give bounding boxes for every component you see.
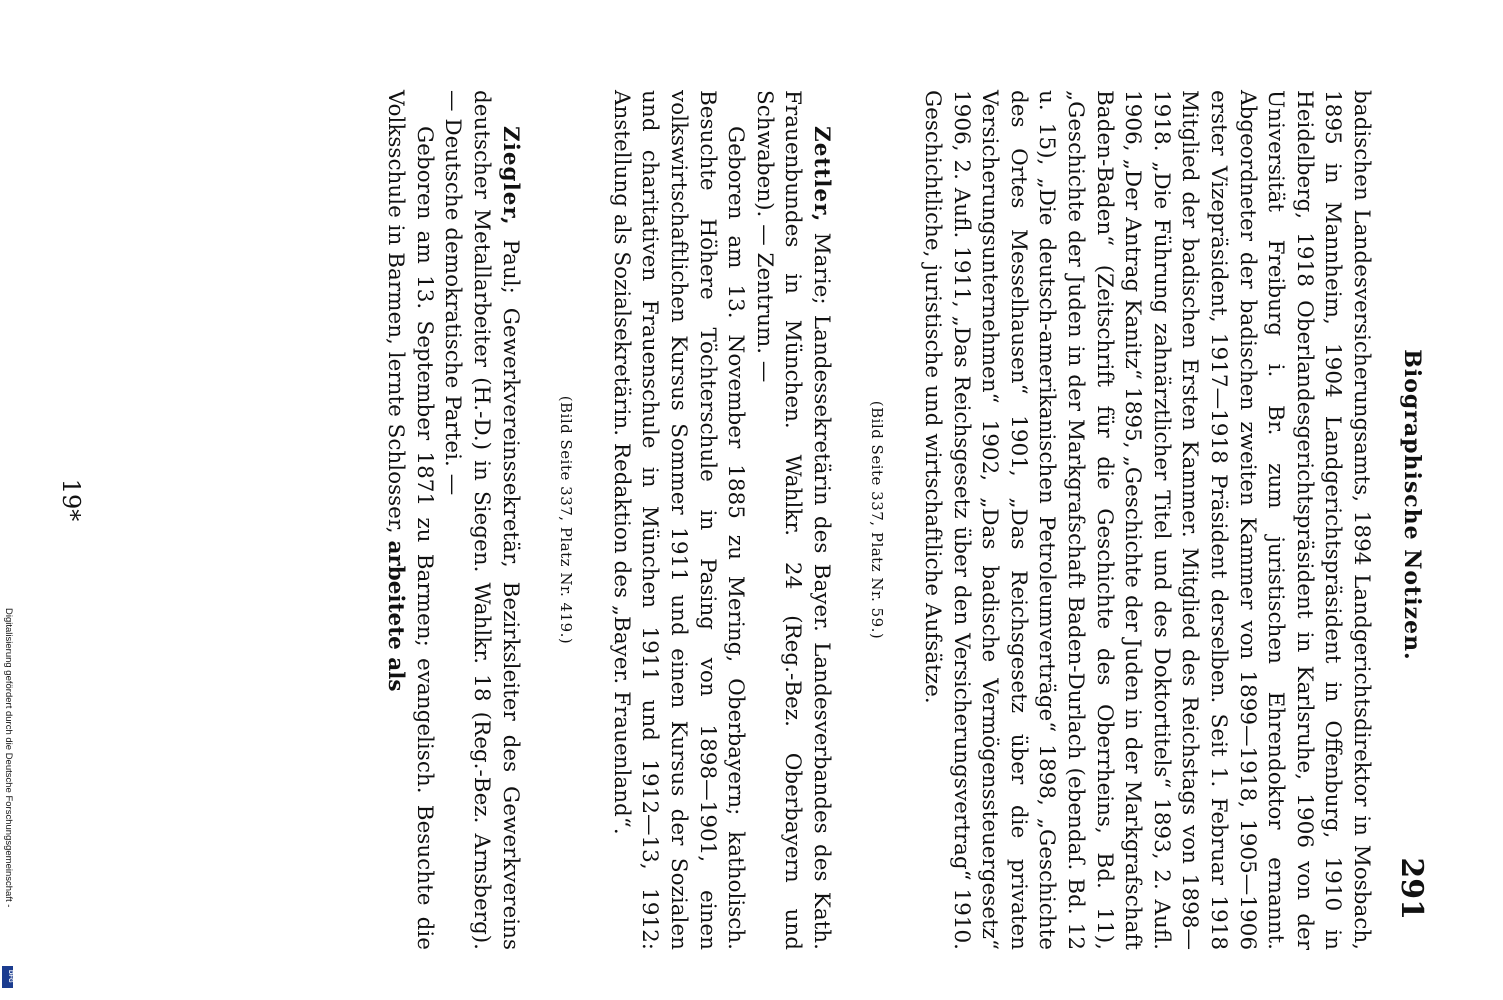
page-body (381, 90, 1375, 950)
entry-body-ziegler (381, 90, 438, 950)
entry-heading-zettler (749, 90, 835, 950)
entry-name: Zettler, (808, 126, 834, 223)
page-number: 291 (1394, 857, 1429, 920)
dfg-credit-text: Digitalisierung gefördert durch die Deutsche Forschungsgemeinschaft - (3, 608, 14, 908)
page-header (1385, 90, 1429, 920)
entry-intro: Paul; Gewerkvereinssekretär, Bezirksleiter des Gewerkvereins deutscher Metallarbeiter (H.-D.) in Siegen. Wahlkr. 18 (Reg.-Bez. Arnsberg). — Deutsche demokratische Partei. — (440, 90, 523, 950)
entry-intro: Marie; Landessekretärin des Bayer. Landesverbandes des Kath. Frauenbundes in München. Wahlkr. 24 (Reg.-Bez. Oberbayern und Schwaben). — Zentrum. — (751, 90, 834, 950)
dfg-logo-icon: DFG (2, 966, 13, 988)
running-title: Biographische Notizen. (1399, 349, 1425, 661)
image-reference-caption: (Bild Seite 337, Platz Nr. 419.) (557, 395, 576, 645)
entry-heading-ziegler (438, 90, 524, 950)
sheet-signature: 19* (57, 478, 85, 522)
entry-body-zettler: Geboren am 13. November 1885 zu Mering, Oberbayern; katholisch. Besuchte Höhere Töchterschule in Pasing von 1898—1901, einen volkswirtschaftlichen Kursus Sommer 1911 und einen Kursus der Sozialen und charitativen Frauenschule in München 1911 und 1912—13, 1912: Anstellung als Sozialsekretärin. Redaktion des „Bayer. Frauenland“. (608, 90, 749, 950)
image-reference-caption: (Bild Seite 337, Platz Nr. 59.) (868, 400, 887, 640)
continued-entry-text: badischen Landesversicherungsamts, 1894 Landgerichtsdirektor in Mosbach, 1895 in Mannheim, 1904 Landgerichtspräsident in Offenburg, 1910 in Heidelberg, 1918 Oberlandesgerichtspräsident in Karlsruhe, 1906 von der Universität Freiburg i. Br. zum juristischen Ehrendoktor ernannt. Abgeordneter der badischen zweiten Kammer von 1899—1918, 1905—1906 erster Vizepräsident, 1917—1918 Präsident derselben. Seit 1. Februar 1918 Mitglied der badischen Ersten Kammer. Mitglied des Reichstags von 1898—1918. „Die Führung zahnärztlicher Titel und des Doktortitels“ 1893, 2. Aufl. 1906, „Der Antrag Kanitz“ 1895, „Geschichte der Juden in der Markgrafschaft Baden-Baden“ (Zeitschrift für die Geschichte des Oberrheins, Bd. 11), „Geschichte der Juden in der Markgrafschaft Baden-Durlach (ebendaſ. Bd. 12 u. 15), „Die deutsch-amerikanischen Petroleumverträge“ 1898, „Geschichte des Ortes Messelhausen“ 1901, „Das Reichsgesetz über die privaten Versicherungsunternehmen“ 1902, „Das badische Vermögenssteuergesetz“ 1906, 2. Aufl. 1911, „Das Reichsgesetz über den Versicherungsvertrag“ 1910. Geschichtliche, juristische und wirtschaftliche Aufsätze. (920, 90, 1374, 950)
entry-body-text: Geboren am 13. September 1871 zu Barmen; evangelisch. Besuchte die Volksschule in Barmen, lernte Schlosser, (383, 90, 437, 950)
entry-body-bold-text: arbeitete als (383, 540, 409, 692)
entry-name: Ziegler, (497, 126, 523, 226)
